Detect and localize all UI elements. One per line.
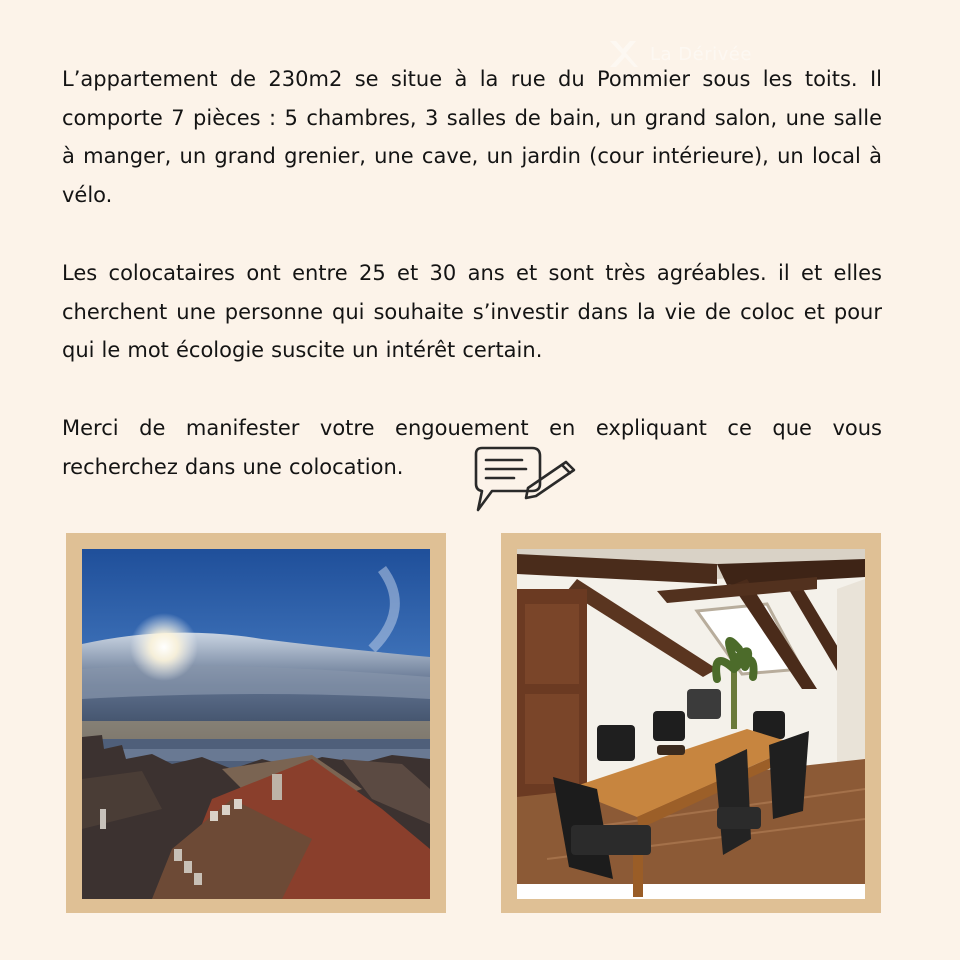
- rooftop-lake-view-photo: [82, 549, 430, 899]
- watermark-text: La Dérivée: [650, 43, 752, 65]
- photo-frame-right: [501, 533, 881, 913]
- photo-frame-left: [66, 533, 446, 913]
- paragraph-call-to-action: Merci de manifester votre engouement en expliquant ce que vous recherchez dans une colocation.: [62, 416, 882, 479]
- paragraph-apartment: L’appartement de 230m2 se situe à la rue du Pommier sous les toits. Il comporte 7 pièces : 5 chambres, 3 salles de bain, un grand salon, une salle à manger, un grand grenier, une cave, un jardin (cour intérieure), un local à vélo.: [62, 67, 882, 207]
- attic-dining-room-photo: [517, 549, 865, 899]
- paragraph-flatmates: Les colocataires ont entre 25 et 30 ans et sont très agréables. il et elles cherchent une personne qui souhaite s’investir dans la vie de coloc et pour qui le mot écologie suscite un intérêt certain.: [62, 261, 882, 362]
- speech-bubble-pencil-icon: [470, 444, 580, 514]
